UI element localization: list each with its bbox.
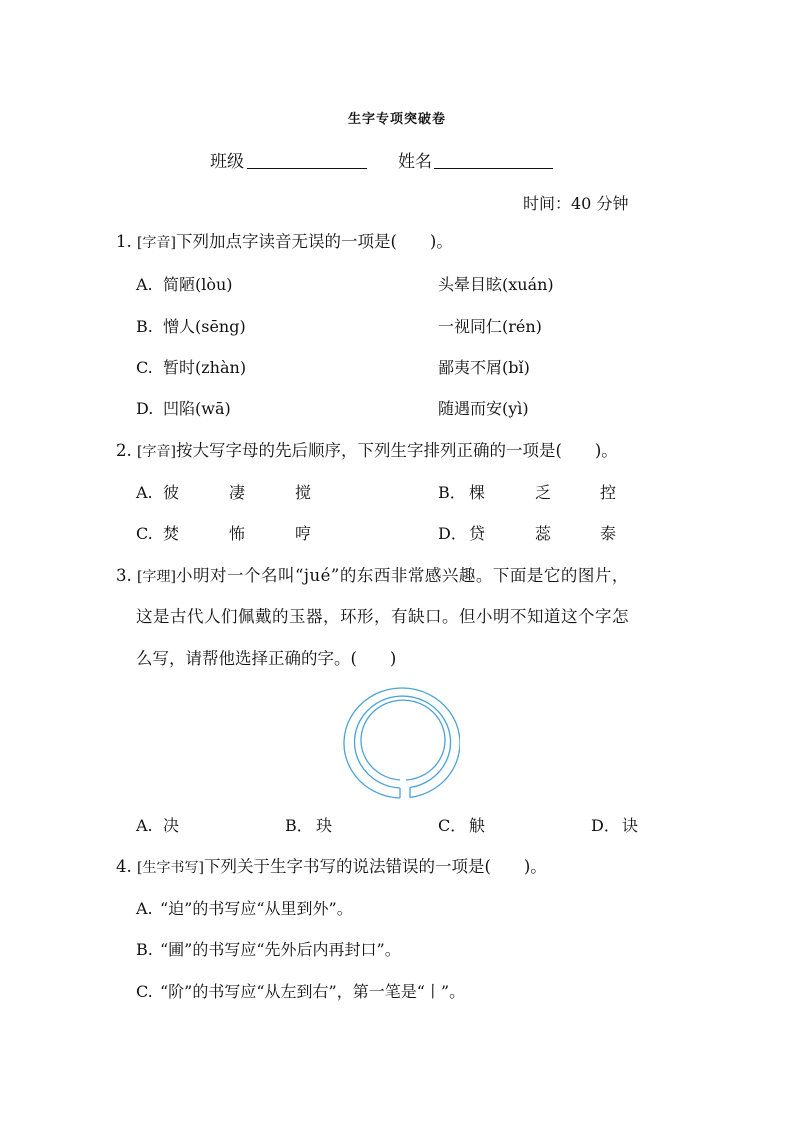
option-d-right: 随遇而安(yì) <box>438 399 529 418</box>
question-stem-line-1: 小明对一个名叫“jué”的东西非常感兴趣。下面是它的图片， <box>175 566 629 585</box>
option-label: C. <box>136 524 153 543</box>
question-stem: 下列关于生字书写的说法错误的一项是( )。 <box>203 857 547 876</box>
name-label: 姓名 <box>398 152 432 172</box>
option-d-left: 凹陷(wā) <box>163 399 231 418</box>
question-tag: [字音] <box>137 444 176 460</box>
question-4 <box>116 857 547 878</box>
question-number: 4. <box>116 857 132 876</box>
option-label: C． <box>438 816 467 835</box>
option-char: 凄 <box>229 483 246 502</box>
name-field-line[interactable] <box>434 168 553 169</box>
option-a-left: 简陋(lòu) <box>163 275 233 294</box>
option-char: 哼 <box>295 524 312 543</box>
option-label: D. <box>136 399 154 418</box>
jue-ring-image <box>334 686 460 804</box>
option-b-left: 憎人(sēng) <box>163 317 246 336</box>
page-title: 生字专项突破卷 <box>347 112 446 127</box>
option-char: 贷 <box>469 524 486 543</box>
time-limit: 时间：40 分钟 <box>523 194 629 213</box>
option-label: D． <box>438 524 467 543</box>
question-2 <box>116 441 618 462</box>
option-d-text: 诀 <box>622 816 639 835</box>
question-number: 1. <box>116 232 132 251</box>
class-field-line[interactable] <box>247 168 367 169</box>
option-char: 蕊 <box>535 524 552 543</box>
option-label: B. <box>136 940 153 959</box>
option-label: A. <box>136 899 153 918</box>
option-b-right: 一视同仁(rén) <box>438 317 542 336</box>
option-label: A. <box>136 483 153 502</box>
question-tag: [字音] <box>137 235 176 251</box>
question-stem-line-3: 么写，请帮他选择正确的字。( ) <box>136 649 397 668</box>
question-1 <box>116 232 453 253</box>
option-c-right: 鄙夷不屑(bǐ) <box>438 358 530 377</box>
option-b-text: “圃”的书写应“先外后内再封口”。 <box>160 940 401 959</box>
question-number: 2. <box>116 441 132 460</box>
option-c-text: 觖 <box>469 816 486 835</box>
option-label: B． <box>438 483 466 502</box>
option-label: B. <box>136 317 153 336</box>
option-a-text: “迫”的书写应“从里到外”。 <box>160 899 353 918</box>
option-char: 棵 <box>469 483 486 502</box>
question-3 <box>116 566 629 587</box>
option-c-text: “阶”的书写应“从左到右”，第一笔是“丨”。 <box>160 982 466 1001</box>
question-tag: [生字书写] <box>137 860 204 876</box>
option-char: 焚 <box>163 524 180 543</box>
option-char: 控 <box>600 483 617 502</box>
option-char: 搅 <box>295 483 312 502</box>
option-label: D． <box>591 816 620 835</box>
option-label: A. <box>136 816 153 835</box>
option-char: 泰 <box>600 524 617 543</box>
option-a-right: 头晕目眩(xuán) <box>438 275 554 294</box>
option-char: 彼 <box>163 483 180 502</box>
question-tag: [字理] <box>137 569 176 585</box>
option-a-text: 决 <box>163 816 180 835</box>
class-label: 班级 <box>210 152 244 172</box>
option-c-left: 暂时(zhàn) <box>163 358 247 377</box>
question-stem: 下列加点字读音无误的一项是( )。 <box>175 232 453 251</box>
option-char: 乏 <box>535 483 552 502</box>
option-b-text: 玦 <box>316 816 333 835</box>
question-stem-line-2: 这是古代人们佩戴的玉器，环形，有缺口。但小明不知道这个字怎 <box>136 607 629 626</box>
option-label: A. <box>136 275 153 294</box>
question-number: 3. <box>116 566 132 585</box>
question-stem: 按大写字母的先后顺序，下列生字排列正确的一项是( )。 <box>175 441 618 460</box>
option-label: C. <box>136 358 153 377</box>
option-label: B． <box>285 816 313 835</box>
option-label: C. <box>136 982 153 1001</box>
option-char: 怖 <box>229 524 246 543</box>
